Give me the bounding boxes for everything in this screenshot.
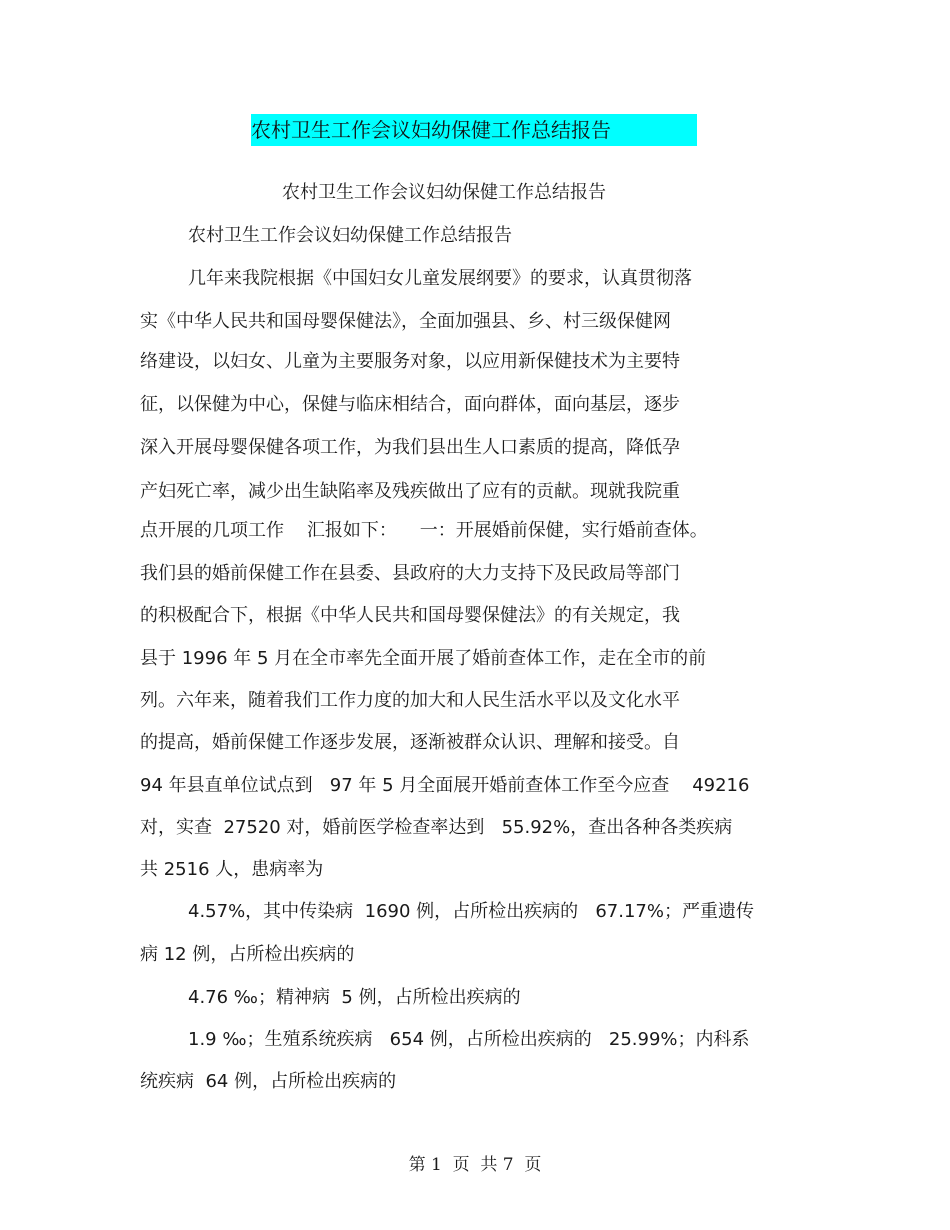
body-line: 点开展的几项工作 汇报如下： 一：开展婚前保健，实行婚前查体。 <box>140 520 708 541</box>
body-line: 我们县的婚前保健工作在县委、县政府的大力支持下及民政局等部门 <box>140 563 680 584</box>
document-subtitle: 农村卫生工作会议妇幼保健工作总结报告 <box>282 182 606 203</box>
body-line: 94 年县直单位试点到 97 年 5 月全面展开婚前查体工作至今应查 49216 <box>140 775 750 796</box>
body-line: 几年来我院根据《中国妇女儿童发展纲要》的要求，认真贯彻落 <box>188 268 692 289</box>
body-line: 1.9 ‰；生殖系统疾病 654 例，占所检出疾病的 25.99%；内科系 <box>188 1029 750 1050</box>
body-line: 病 12 例，占所检出疾病的 <box>140 944 355 965</box>
body-line: 深入开展母婴保健各项工作，为我们县出生人口素质的提高，降低孕 <box>140 437 680 458</box>
body-line: 共 2516 人，患病率为 <box>140 859 324 880</box>
body-line: 征，以保健为中心，保健与临床相结合，面向群体，面向基层，逐步 <box>140 394 680 415</box>
body-line: 的积极配合下，根据《中华人民共和国母婴保健法》的有关规定，我 <box>140 605 680 626</box>
page-footer: 第 1 页 共 7 页 <box>408 1155 542 1175</box>
body-line: 络建设，以妇女、儿童为主要服务对象，以应用新保健技术为主要特 <box>140 351 680 372</box>
body-line: 列。六年来，随着我们工作力度的加大和人民生活水平以及文化水平 <box>140 690 680 711</box>
body-line: 4.57%，其中传染病 1690 例，占所检出疾病的 67.17%；严重遗传 <box>188 901 754 922</box>
body-line: 县于 1996 年 5 月在全市率先全面开展了婚前查体工作，走在全市的前 <box>140 648 707 669</box>
body-line: 产妇死亡率，减少出生缺陷率及残疾做出了应有的贡献。现就我院重 <box>140 481 680 502</box>
section-heading: 农村卫生工作会议妇幼保健工作总结报告 <box>188 225 512 246</box>
document-title: 农村卫生工作会议妇幼保健工作总结报告 <box>251 118 611 142</box>
body-line: 统疾病 64 例，占所检出疾病的 <box>140 1071 397 1092</box>
body-line: 对，实查 27520 对，婚前医学检查率达到 55.92%，查出各种各类疾病 <box>140 817 733 838</box>
body-line: 实《中华人民共和国母婴保健法》，全面加强县、乡、村三级保健网 <box>140 311 671 332</box>
body-line: 4.76 ‰；精神病 5 例，占所检出疾病的 <box>188 987 521 1008</box>
body-line: 的提高，婚前保健工作逐步发展，逐渐被群众认识、理解和接受。自 <box>140 732 680 753</box>
